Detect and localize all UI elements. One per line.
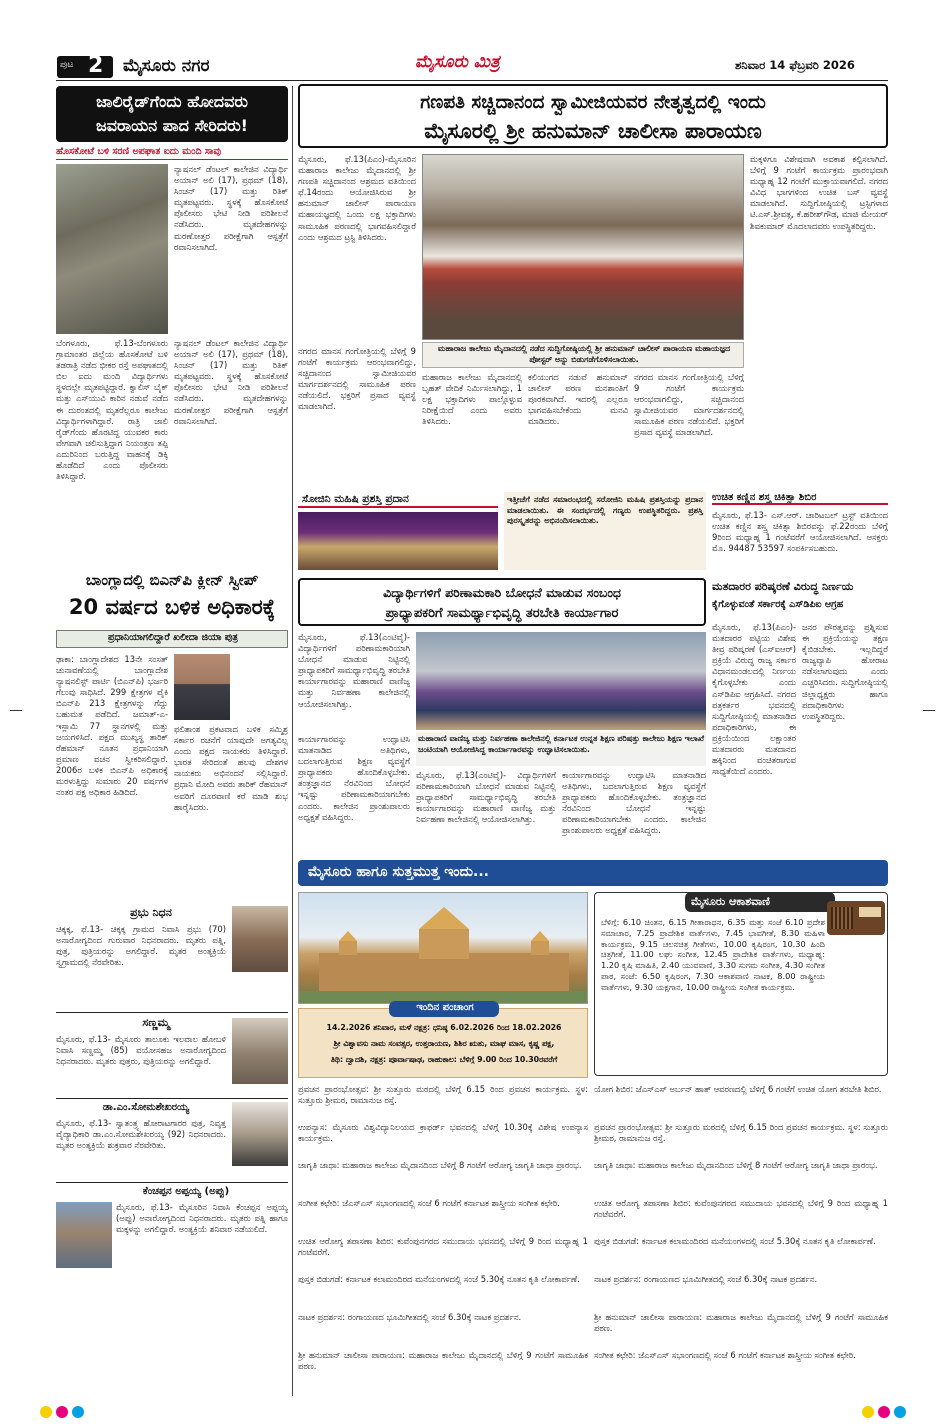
lead-photo-caption: ಮಹಾರಾಜ ಕಾಲೇಜು ಮೈದಾನದಲ್ಲಿ ನಡೆದ ಸುದ್ದಿಗೋಷ್ಠಿಯಲ್ಲಿ ಶ್ರೀ ಹನುಮಾನ್ ಚಾಲೀಸ್ ಪಾರಾಯಣ ಮಹಾಯಜ್ಞದ ಪೋಸ್ಟರ್ ಅನ್ನು ಬಿಡುಗಡೆಗೊಳಿಸಲಾಯಿತು. <box>437 344 731 364</box>
sdpi-body-b: ಜನರ ಪೌರತ್ವವನ್ನು ಪ್ರಶ್ನಿಸುವ ಈ ಪ್ರಕ್ರಿಯೆಯನ್ನು ತಕ್ಷಣ ಕೈಬಿಡಬೇಕು. ಇಲ್ಲದಿದ್ದರೆ ರಾಜ್ಯವ್ಯಾಪಿ ಹೋರಾಟ ನಡೆಸಲಾಗುವುದು ಎಂದು ಎಚ್ಚರಿಸಿದರು. ಸುದ್ದಿಗೋಷ್ಠಿಯಲ್ಲಿ ಜಿಲ್ಲಾಧ್ಯಕ್ಷರು ಹಾಗೂ ಪದಾಧಿಕಾರಿಗಳು ಉಪಸ್ಥಿತರಿದ್ದರು. <box>802 622 888 721</box>
events-list-item: ಉಚಿತ ಆರೋಗ್ಯ ತಪಾಸಣಾ ಶಿಬಿರ: ಕುವೆಂಪುನಗರದ ಸಮುದಾಯ ಭವನದಲ್ಲಿ ಬೆಳಿಗ್ಗೆ 9 ರಿಂದ ಮಧ್ಯಾಹ್ನ 1 ಗಂಟೆವರೆಗೆ. <box>298 1236 588 1258</box>
headline-line-1: ವಿದ್ಯಾರ್ಥಿಗಳಿಗೆ ಪರಿಣಾಮಕಾರಿ ಬೋಧನೆ ಮಾಡುವ ಸಂಬಂಧ <box>383 585 621 600</box>
registration-mark-icon <box>40 1406 52 1418</box>
panchanga-box <box>298 1002 588 1078</box>
headline-line-2: 20 ವರ್ಷದ ಬಳಿಕ ಅಧಿಕಾರಕ್ಕೆ <box>68 595 276 619</box>
palace-silhouette-icon <box>299 893 588 1004</box>
events-list-item: ಸಂಗೀತ ಕಛೇರಿ: ಜೆಎಸ್‌ಎಸ್ ಸಭಾಂಗಣದಲ್ಲಿ ಸಂಜೆ 6 ಗಂಟೆಗೆ ಕರ್ನಾಟಕ ಶಾಸ್ತ್ರೀಯ ಸಂಗೀತ ಕಛೇರಿ. <box>594 1350 856 1360</box>
panchanga-line-3: ತಿಥಿ: ದ್ವಾದಶಿ, ನಕ್ಷತ್ರ: ಪೂರ್ವಾಷಾಢ, ರಾಹುಕಾಲ: ಬೆಳಿಗ್ಗೆ 9.00 ರಿಂದ 10.30ರವರೆಗೆ <box>330 1055 558 1064</box>
left-story-2-subhead: ಪ್ರಧಾನಿಯಾಗಲಿದ್ದಾರೆ ಖಲೀದಾ ಜಿಯಾ ಪುತ್ರ <box>108 632 238 643</box>
accident-photo <box>56 164 168 334</box>
registration-mark-icon <box>56 1406 68 1418</box>
palace-image <box>298 892 588 1004</box>
left-story-1 <box>56 86 288 562</box>
left-story-1-headline <box>56 86 288 142</box>
events-list <box>298 1084 888 1394</box>
headline-line-1: ಮತದಾರರ ಪರಿಷ್ಕರಣೆ ವಿರುದ್ಧ ನಿರ್ಣಯ <box>712 580 854 593</box>
events-list-item: ಪ್ರವಚನ ಪ್ರಾರಂಭೋತ್ಸವ: ಶ್ರೀ ಸುತ್ತೂರು ಮಠದಲ್ಲಿ ಬೆಳಿಗ್ಗೆ 6.15 ರಿಂದ ಪ್ರವಚನ ಕಾರ್ಯಕ್ರಮ. ಸ್ಥಳ: ಸುತ್ತೂರು ಶ್ರೀಮಠ, ರಾಮಾನುಜ ರಸ್ತೆ. <box>594 1122 888 1144</box>
newspaper-logo: ಮೈಸೂರು ಮಿತ್ರ <box>415 52 500 72</box>
section-title: ಮೈಸೂರು ನಗರ <box>123 56 210 76</box>
events-list-item: ಸಂಗೀತ ಕಛೇರಿ: ಜೆಎಸ್‌ಎಸ್ ಸಭಾಂಗಣದಲ್ಲಿ ಸಂಜೆ 6 ಗಂಟೆಗೆ ಕರ್ನಾಟಕ ಶಾಸ್ತ್ರೀಯ ಸಂಗೀತ ಕಛೇರಿ. <box>298 1198 560 1208</box>
headline-line-2: ಪ್ರಾಧ್ಯಾಪಕರಿಗೆ ಸಾಮರ್ಥ್ಯಾಭಿವೃದ್ಧಿ ತರಬೇತಿ ಕಾರ್ಯಾಗಾರ <box>385 606 619 621</box>
left-story-1-body-a: ಬೆಂಗಳೂರು, ಫೆ.13-ಬೆಂಗಳೂರು ಗ್ರಾಮಾಂತರ ಜಿಲ್ಲೆಯ ಹೊಸಕೋಟೆ ಬಳಿ ತಡರಾತ್ರಿ ನಡೆದ ಭೀಕರ ರಸ್ತೆ ಅಪಘಾತದಲ್ಲಿ ಬಿಲ ಐದು ಮಂದಿ ವಿದ್ಯಾರ್ಥಿಗಳು ಸ್ಥಳದಲ್ಲೇ ಮೃತಪಟ್ಟಿದ್ದಾರೆ. ಕ್ವಾಲಿಸ್ ಬೈಕ್ ಮತ್ತು ಎಸ್‌ಯುವಿ ಕಾರಿನ ನಡುವೆ ನಡೆದ ಈ ದುರಂತದಲ್ಲಿ ಮೃತರೆಲ್ಲರೂ ಕಾಲೇಜು ವಿದ್ಯಾರ್ಥಿಗಳಾಗಿದ್ದಾರೆ. ರಾತ್ರಿ ಜಾಲಿ ರೈಡ್‌ಗೆಂದು ಹೊರಟಿದ್ದ ಯುವಕರ ಕಾರು ವೇಗವಾಗಿ ಚಲಿಸುತ್ತಿದ್ದಾಗ ನಿಯಂತ್ರಣ ತಪ್ಪಿ ಎದುರಿನಿಂದ ಬರುತ್ತಿದ್ದ ವಾಹನಕ್ಕೆ ಡಿಕ್ಕಿ ಹೊಡೆದಿದೆ ಎಂದು ಪೊಲೀಸರು ತಿಳಿಸಿದ್ದಾರೆ. <box>56 338 168 482</box>
obituary-2-photo <box>232 1018 288 1084</box>
masthead <box>0 50 945 82</box>
sdpi-story <box>712 578 888 854</box>
left-story-1-body-b: ನ್ಯಾಷನಲ್ ಡೆಂಟಲ್ ಕಾಲೇಜಿನ ವಿದ್ಯಾರ್ಥಿ ಅಯಾನ್ ಅಲಿ (17), ಪ್ರಥಮ್ (18), ಸಿಂಚನ್ (17) ಮತ್ತು ರಿತಿಕ್ ಮೃತಪಟ್ಟವರು. ಸ್ಥಳಕ್ಕೆ ಹೊಸಕೋಟೆ ಪೊಲೀಸರು ಭೇಟಿ ನೀಡಿ ಪರಿಶೀಲನೆ ನಡೆಸಿದರು. ಮೃತದೇಹಗಳನ್ನು ಮರಣೋತ್ತರ ಪರೀಕ್ಷೆಗಾಗಿ ಆಸ್ಪತ್ರೆಗೆ ರವಾನಿಸಲಾಗಿದೆ. <box>174 164 288 252</box>
events-list-item: ಪುಸ್ತಕ ಬಿಡುಗಡೆ: ಕರ್ನಾಟಕ ಕಲಾಮಂದಿರದ ಮನೆಯಂಗಳದಲ್ಲಿ ಸಂಜೆ 5.30ಕ್ಕೆ ನೂತನ ಕೃತಿ ಲೋಕಾರ್ಪಣೆ. <box>594 1236 876 1246</box>
radio-body: ಬೆಳಿಗ್ಗೆ: 6.10 ಚಿಂತನ, 6.15 ಗೀತಾರಾಧನ, 6.35 ಮತ್ತು ಸಂಜೆ 6.10 ಪ್ರದೇಶ ಸಮಾಚಾರ, 7.25 ಪ್ರಾದೇಶಿಕ ವಾರ್ತೆಗಳು, 7.45 ಭಾವಗೀತೆ, 8.30 ಮಹಿಳಾ ಕಾರ್ಯಕ್ರಮ, 9.15 ಚಲನಚಿತ್ರ ಗೀತೆಗಳು, 10.00 ಕೃಷಿರಂಗ, 10.30 ಹಿಂದಿ ಚಿತ್ರಗೀತೆ, 11.00 ಲಘು ಸಂಗೀತ, 12.45 ಪ್ರಾದೇಶಿಕ ವಾರ್ತೆಗಳು, ಮಧ್ಯಾಹ್ನ: 1.20 ಕೃಷಿ ಮಾಹಿತಿ, 2.40 ಯುವವಾಣಿ, 3.30 ಸುಗಮ ಸಂಗೀತ, 4.30 ಸಂಗೀತ ಪಾಠ, ಸಂಜೆ: 6.50 ಕೃಷಿರಂಗ, 7.30 ಆಕಾಶವಾಣಿ ನಾಟಕ, 8.00 ರಾಷ್ಟ್ರೀಯ ವಾರ್ತೆಗಳು, 9.30 ಯಕ್ಷಗಾನ, 10.00 ರಾಷ್ಟ್ರೀಯ ಸಂಗೀತ ಕಾರ್ಯಕ್ರಮ. <box>601 917 825 992</box>
events-section <box>298 860 888 1396</box>
obituary-3-name: ಡಾ.ಎಂ.ಸೋಮಶೇಖರಯ್ಯ <box>102 1102 190 1113</box>
left-story-2 <box>56 568 288 898</box>
events-list-item: ಜಾಗೃತಿ ಜಾಥಾ: ಮಹಾರಾಜ ಕಾಲೇಜು ಮೈದಾನದಿಂದ ಬೆಳಿಗ್ಗೆ 8 ಗಂಟೆಗೆ ಆರೋಗ್ಯ ಜಾಗೃತಿ ಜಾಥಾ ಪ್ರಾರಂಭ. <box>298 1160 582 1170</box>
radio-title: ಮೈಸೂರು ಆಕಾಶವಾಣಿ <box>691 895 770 908</box>
lead-body-col-2: ನಗರದ ಮಾನಸ ಗಂಗೋತ್ರಿಯಲ್ಲಿ ಬೆಳಿಗ್ಗೆ 9 ಗಂಟೆಗೆ ಕಾರ್ಯಕ್ರಮ ಆರಂಭವಾಗಲಿದ್ದು, ಸಚ್ಚಿದಾನಂದ ಸ್ವಾಮೀಜಿಯವರ ಮಾರ್ಗದರ್ಶನದಲ್ಲಿ ಸಾಮೂಹಿಕ ಪಠಣ ನಡೆಯಲಿದೆ. ಭಕ್ತರಿಗೆ ಪ್ರಸಾದ ವ್ಯವಸ್ಥೆ ಮಾಡಲಾಗಿದೆ. <box>298 346 416 412</box>
obituary-4-photo <box>56 1202 112 1268</box>
obituary-3-body: ಮೈಸೂರು, ಫೆ.13- ಸ್ವಾತಂತ್ರ್ಯ ಹೋರಾಟಗಾರರ ಪುತ್ರ, ನಿವೃತ್ತ ವೈದ್ಯಾಧಿಕಾರಿ ಡಾ.ಎಂ.ಸೋಮಶೇಖರಯ್ಯ (92) ನಿಧನರಾದರು. ಮೃತರ ಅಂತ್ಯಕ್ರಿಯೆ ಶುಕ್ರವಾರ ನೆರವೇರಿತು. <box>56 1118 226 1151</box>
obituary-4-name: ಕೆಂಚಪ್ಪನ ಅಪ್ಪಯ್ಯ (ಅಪ್ಪು) <box>142 1186 230 1197</box>
headline-line-1: ಜಾಲಿರೈಡ್‌ಗೆಂದು ಹೋದವರು <box>96 92 248 111</box>
events-list-item: ಪ್ರವಚನ ಪ್ರಾರಂಭೋತ್ಸವ: ಶ್ರೀ ಸುತ್ತೂರು ಮಠದಲ್ಲಿ ಬೆಳಿಗ್ಗೆ 6.15 ರಿಂದ ಪ್ರವಚನ ಕಾರ್ಯಕ್ರಮ. ಸ್ಥಳ: ಸುತ್ತೂರು ಶ್ರೀಮಠ, ರಾಮಾನುಜ ರಸ್ತೆ. <box>298 1084 588 1106</box>
headline-line-1: ಬಾಂಗ್ಲಾದಲ್ಲಿ ಬಿಎನ್‌ಪಿ ಕ್ಲೀನ್ ಸ್ವೀಪ್ <box>85 571 259 589</box>
panchanga-line-1: 14.2.2026 ಶನಿವಾರ, ಮಳೆ ನಕ್ಷತ್ರ: ಧನಿಷ್ಠ 6.02.2026 ರಿಂದ 18.02.2026 <box>326 1023 562 1032</box>
events-list-item: ಯೋಗ ಶಿಬಿರ: ಜೆಎಸ್‌ಎಸ್ ಅರ್ಬನ್ ಹಾತ್ ಆವರಣದಲ್ಲಿ ಬೆಳಿಗ್ಗೆ 6 ಗಂಟೆಗೆ ಉಚಿತ ಯೋಗ ತರಬೇತಿ ಶಿಬಿರ. <box>594 1084 882 1094</box>
left-story-2-body: ಢಾಕಾ: ಬಾಂಗ್ಲಾದೇಶದ 13ನೇ ಸಂಸತ್ ಚುನಾವಣೆಯಲ್ಲಿ ಬಾಂಗ್ಲಾದೇಶ ನ್ಯಾಷನಲಿಸ್ಟ್ ಪಾರ್ಟಿ (ಬಿಎನ್‌ಪಿ) ಭರ್ಜರಿ ಗೆಲುವು ಸಾಧಿಸಿದೆ. 299 ಕ್ಷೇತ್ರಗಳ ಪೈಕಿ ಬಿಎನ್‌ಪಿ 213 ಕ್ಷೇತ್ರಗಳನ್ನು ಗೆದ್ದು ಬಹುಮತ ಪಡೆದಿದೆ. ಜಮಾತ್-ಎ-ಇಸ್ಲಾಮಿ 77 ಸ್ಥಾನಗಳಲ್ಲಿ ಮತ್ತು ಜಯಗಳಿಸಿದೆ. ಪಕ್ಷದ ಮುಖ್ಯಸ್ಥ ತಾರಿಕ್ ರೆಹಮಾನ್ ನೂತನ ಪ್ರಧಾನಿಯಾಗಿ ಪ್ರಮಾಣ ವಚನ ಸ್ವೀಕರಿಸಲಿದ್ದಾರೆ. 2006ರ ಬಳಿಕ ಬಿಎನ್‌ಪಿ ಅಧಿಕಾರಕ್ಕೆ ಮರಳುತ್ತಿದ್ದು ಸುಮಾರು 20 ವರ್ಷಗಳ ನಂತರ ಪಕ್ಷ ಅಧಿಕಾರ ಹಿಡಿದಿದೆ. <box>56 654 168 798</box>
events-banner: ಮೈಸೂರು ಹಾಗೂ ಸುತ್ತಮುತ್ತ ಇಂದು... <box>308 864 489 880</box>
obituary-divider-1 <box>56 1012 288 1013</box>
workshop-body-d: ಕಾರ್ಯಾಗಾರವನ್ನು ಉದ್ಘಾಟಿಸಿ ಮಾತನಾಡಿದ ಅತಿಥಿಗಳು, ಬದಲಾಗುತ್ತಿರುವ ಶಿಕ್ಷಣ ವ್ಯವಸ್ಥೆಗೆ ಪ್ರಾಧ್ಯಾಪಕರು ಹೊಂದಿಕೊಳ್ಳಬೇಕು. ತಂತ್ರಜ್ಞಾನದ ನೆರವಿನಿಂದ ಬೋಧನೆ ಇನ್ನಷ್ಟು ಪರಿಣಾಮಕಾರಿಯಾಗಬೇಕು ಎಂದರು. ಕಾಲೇಜಿನ ಪ್ರಾಂಶುಪಾಲರು ಅಧ್ಯಕ್ಷತೆ ವಹಿಸಿದ್ದರು. <box>562 770 706 836</box>
headline-line-2: ಜವರಾಯನ ಪಾದ ಸೇರಿದರು! <box>96 116 248 135</box>
award-story <box>298 492 706 570</box>
obituary-divider-3 <box>56 1182 288 1183</box>
registration-mark-icon <box>894 1406 906 1418</box>
radio-box <box>594 892 888 1076</box>
obituary-3-photo <box>232 1102 288 1166</box>
masthead-rule <box>56 80 888 81</box>
registration-mark-icon <box>878 1406 890 1418</box>
column-divider <box>292 86 293 1396</box>
left-story-2-body-b: ಫಲಿತಾಂಶ ಪ್ರಕಟವಾದ ಬಳಿಕ ಸಮ್ಮಿಶ್ರ ಸರ್ಕಾರ ರಚನೆಗೆ ಯಾವುದೇ ಅಗತ್ಯವಿಲ್ಲ ಎಂದು ಪಕ್ಷದ ನಾಯಕರು ತಿಳಿಸಿದ್ದಾರೆ. ಭಾರತ ಸೇರಿದಂತೆ ಹಲವು ದೇಶಗಳ ನಾಯಕರು ಅಭಿನಂದನೆ ಸಲ್ಲಿಸಿದ್ದಾರೆ. ಪ್ರಧಾನಿ ಮೋದಿ ಅವರು ತಾರಿಕ್ ರೆಹಮಾನ್ ಅವರಿಗೆ ದೂರವಾಣಿ ಕರೆ ಮಾಡಿ ಶುಭ ಹಾರೈಸಿದರು. <box>174 724 288 812</box>
events-list-item: ಉಚಿತ ಆರೋಗ್ಯ ತಪಾಸಣಾ ಶಿಬಿರ: ಕುವೆಂಪುನಗರದ ಸಮುದಾಯ ಭವನದಲ್ಲಿ ಬೆಳಿಗ್ಗೆ 9 ರಿಂದ ಮಧ್ಯಾಹ್ನ 1 ಗಂಟೆವರೆಗೆ. <box>594 1198 888 1220</box>
left-story-1-subhead: ಹೊಸಕೋಟೆ ಬಳಿ ಸರಣಿ ಅಪಘಾತ ಐದು ಮಂದಿ ಸಾವು <box>56 146 288 160</box>
workshop-body-a: ಮೈಸೂರು, ಫೆ.13(ಎಂಟಿವೈ)- ವಿದ್ಯಾರ್ಥಿಗಳಿಗೆ ಪರಿಣಾಮಕಾರಿಯಾಗಿ ಬೋಧನೆ ಮಾಡುವ ನಿಟ್ಟಿನಲ್ಲಿ ಪ್ರಾಧ್ಯಾಪಕರಿಗೆ ಸಾಮರ್ಥ್ಯಾಭಿವೃದ್ಧಿ ತರಬೇತಿ ಕಾರ್ಯಾಗಾರವನ್ನು ಮಹಾರಾಣಿ ವಾಣಿಜ್ಯ ಮತ್ತು ನಿರ್ವಹಣಾ ಕಾಲೇಜಿನಲ್ಲಿ ಆಯೋಜಿಸಲಾಗಿತ್ತು. <box>298 632 410 709</box>
radio-speaker-icon <box>831 907 853 929</box>
events-list-item: ಶ್ರೀ ಹನುಮಾನ್ ಚಾಲೀಸಾ ಪಾರಾಯಣ: ಮಹಾರಾಜ ಕಾಲೇಜು ಮೈದಾನದಲ್ಲಿ ಬೆಳಿಗ್ಗೆ 9 ಗಂಟೆಗೆ ಸಾಮೂಹಿಕ ಪಠಣ. <box>298 1350 588 1372</box>
award-tag: ಸೋಜಿನಿ ಮಹಿಷಿ ಪ್ರಶಸ್ತಿ ಪ್ರದಾನ <box>302 493 409 505</box>
events-list-item: ಉಪನ್ಯಾಸ: ಮೈಸೂರು ವಿಶ್ವವಿದ್ಯಾನಿಲಯದ ಕ್ರಾಫರ್ಡ್ ಭವನದಲ್ಲಿ ಬೆಳಿಗ್ಗೆ 10.30ಕ್ಕೆ ವಿಶೇಷ ಉಪನ್ಯಾಸ ಕಾರ್ಯಕ್ರಮ. <box>298 1122 588 1144</box>
events-list-item: ನಾಟಕ ಪ್ರದರ್ಶನ: ರಂಗಾಯಣದ ಭೂಮಿಗೀತದಲ್ಲಿ ಸಂಜೆ 6.30ಕ್ಕೆ ನಾಟಕ ಪ್ರದರ್ಶನ. <box>594 1274 818 1284</box>
obituary-4-body: ಮೈಸೂರು, ಫೆ.13- ಮೈಸೂರಿನ ನಿವಾಸಿ ಕೆಂಚಪ್ಪನ ಅಪ್ಪಯ್ಯ (ಅಪ್ಪು) ಅನಾರೋಗ್ಯದಿಂದ ನಿಧನರಾದರು. ಮೃತರು ಪತ್ನಿ ಹಾಗೂ ಮಕ್ಕಳನ್ನು ಅಗಲಿದ್ದಾರೆ. ಅಂತ್ಯಕ್ರಿಯೆ ಶನಿವಾರ ನಡೆಯಲಿದೆ. <box>116 1202 288 1235</box>
lead-body-right: ಮಕ್ಕಳಿಗೂ ವಿಶೇಷವಾಗಿ ಅವಕಾಶ ಕಲ್ಪಿಸಲಾಗಿದೆ. ಬೆಳಿಗ್ಗೆ 9 ಗಂಟೆಗೆ ಕಾರ್ಯಕ್ರಮ ಪ್ರಾರಂಭವಾಗಿ ಮಧ್ಯಾಹ್ನ 12 ಗಂಟೆಗೆ ಮುಕ್ತಾಯವಾಗಲಿದೆ. ನಗರದ ವಿವಿಧ ಭಾಗಗಳಿಂದ ಉಚಿತ ಬಸ್ ವ್ಯವಸ್ಥೆ ಮಾಡಲಾಗಿದೆ. ಸುದ್ದಿಗೋಷ್ಠಿಯಲ್ಲಿ ಟ್ರಸ್ಟಿಗಳಾದ ಟಿ.ಎಸ್.ಶ್ರೀವತ್ಸ, ಕೆ.ಹರೀಶ್‌ಗೌಡ, ಮಾಜಿ ಮೇಯರ್ ಶಿವಕುಮಾರ್ ಮೊದಲಾದವರು ಉಪಸ್ಥಿತರಿದ್ದರು. <box>750 154 888 231</box>
obituary-2-name: ಸಣ್ಣಮ್ಮ <box>142 1016 170 1029</box>
workshop-caption: ಮಹಾರಾಣಿ ವಾಣಿಜ್ಯ ಮತ್ತು ನಿರ್ವಹಣಾ ಕಾಲೇಜಿನಲ್ಲಿ ಕರ್ನಾಟಕ ಉನ್ನತ ಶಿಕ್ಷಣ ಪರಿಷತ್ತು ಕಾಲೇಜು ಶಿಕ್ಷಣ ಇಲಾಖೆ ಜಂಟಿಯಾಗಿ ಆಯೋಜಿಸಿದ್ದ ಕಾರ್ಯಾಗಾರವನ್ನು ಉದ್ಘಾಟಿಸಲಾಯಿತು. <box>416 732 706 766</box>
lead-body-col-3: ಮಹಾರಾಜ ಕಾಲೇಜು ಮೈದಾನದಲ್ಲಿ ಬೃಹತ್ ವೇದಿಕೆ ನಿರ್ಮಿಸಲಾಗಿದ್ದು, 1 ಲಕ್ಷ ಭಕ್ತಾದಿಗಳು ಪಾಲ್ಗೊಳ್ಳುವ ನಿರೀಕ್ಷೆಯಿದೆ ಎಂದು ಅವರು ತಿಳಿಸಿದರು. <box>422 372 522 427</box>
events-list-item: ಶ್ರೀ ಹನುಮಾನ್ ಚಾಲೀಸಾ ಪಾರಾಯಣ: ಮಹಾರಾಜ ಕಾಲೇಜು ಮೈದಾನದಲ್ಲಿ ಬೆಳಿಗ್ಗೆ 9 ಗಂಟೆಗೆ ಸಾಮೂಹಿಕ ಪಠಣ. <box>594 1312 888 1334</box>
panchanga-line-2: ಶ್ರೀ ವಿಶ್ವಾವಸು ನಾಮ ಸಂವತ್ಸರ, ಉತ್ತರಾಯಣ, ಶಿಶಿರ ಋತು, ಮಾಘ ಮಾಸ, ಕೃಷ್ಣ ಪಕ್ಷ, <box>333 1039 555 1048</box>
lead-story <box>298 84 888 502</box>
left-story-2-headline <box>56 568 288 626</box>
radio-dial-icon <box>859 907 881 917</box>
politician-photo <box>174 654 230 720</box>
lead-headline-line-1: ಗಣಪತಿ ಸಚ್ಚಿದಾನಂದ ಸ್ವಾಮೀಜಿಯವರ ನೇತೃತ್ವದಲ್ಲಿ ಇಂದು <box>420 92 766 113</box>
lead-body-col-5: ನಗರದ ಮಾನಸ ಗಂಗೋತ್ರಿಯಲ್ಲಿ ಬೆಳಿಗ್ಗೆ 9 ಗಂಟೆಗೆ ಕಾರ್ಯಕ್ರಮ ಆರಂಭವಾಗಲಿದ್ದು, ಸಚ್ಚಿದಾನಂದ ಸ್ವಾಮೀಜಿಯವರ ಮಾರ್ಗದರ್ಶನದಲ್ಲಿ ಸಾಮೂಹಿಕ ಪಠಣ ನಡೆಯಲಿದೆ. ಭಕ್ತರಿಗೆ ಪ್ರಸಾದ ವ್ಯವಸ್ಥೆ ಮಾಡಲಾಗಿದೆ. <box>634 372 744 438</box>
crop-mark-icon <box>923 710 935 711</box>
panchanga-title: ಇಂದಿನ ಪಂಚಾಂಗ <box>416 1002 474 1013</box>
workshop-story <box>298 578 706 854</box>
workshop-headline <box>298 578 706 626</box>
events-list-item: ಪುಸ್ತಕ ಬಿಡುಗಡೆ: ಕರ್ನಾಟಕ ಕಲಾಮಂದಿರದ ಮನೆಯಂಗಳದಲ್ಲಿ ಸಂಜೆ 5.30ಕ್ಕೆ ನೂತನ ಕೃತಿ ಲೋಕಾರ್ಪಣೆ. <box>298 1274 580 1284</box>
page-label: ಪುಟ <box>60 60 74 70</box>
obituaries <box>56 906 288 1396</box>
lead-body-col-4: ಕಲಿಯುಗದ ನಡುವೆ ಹನುಮಾನ್ ಚಾಲೀಸ್ ಪಠಣ ಮನಶಾಂತಿಗೆ ಪೂರಕವಾಗಿದೆ. ಇದರಲ್ಲಿ ಎಲ್ಲರೂ ಭಾಗವಹಿಸಬೇಕೆಂದು ಮನವಿ ಮಾಡಿದರು. <box>528 372 628 427</box>
obituary-1-heading: ಪ್ರಭು ನಿಧನ <box>130 906 172 919</box>
radio-icon <box>827 901 885 935</box>
issue-date: ಶನಿವಾರ 14 ಫೆಬ್ರವರಿ 2026 <box>735 58 855 72</box>
workshop-photo <box>416 632 706 730</box>
registration-mark-icon <box>862 1406 874 1418</box>
award-caption: ಇತ್ತೀಚೆಗೆ ನಡೆದ ಸಮಾರಂಭದಲ್ಲಿ ಸರೋಜಿನಿ ಮಹಿಷಿ ಪ್ರಶಸ್ತಿಯನ್ನು ಪ್ರದಾನ ಮಾಡಲಾಯಿತು. ಈ ಸಂದರ್ಭದಲ್ಲಿ ಗಣ್ಯರು ಉಪಸ್ಥಿತರಿದ್ದರು. ಪ್ರಶಸ್ತಿ ಪುರಸ್ಕೃತರನ್ನು ಅಭಿನಂದಿಸಲಾಯಿತು. <box>504 492 706 570</box>
lead-photo <box>422 154 744 340</box>
obituary-2-body: ಮೈಸೂರು, ಫೆ.13- ಮೈಸೂರು ತಾಲೂಕು ಇಲವಾಲ ಹೋಬಳಿ ನಿವಾಸಿ ಸಣ್ಣಮ್ಮ (85) ವಯೋಸಹಜ ಅನಾರೋಗ್ಯದಿಂದ ನಿಧನರಾದರು. ಮೃತರು ಪುತ್ರರು, ಪುತ್ರಿಯರನ್ನು ಅಗಲಿದ್ದಾರೆ. <box>56 1034 226 1067</box>
workshop-body-c: ಮೈಸೂರು, ಫೆ.13(ಎಂಟಿವೈ)- ವಿದ್ಯಾರ್ಥಿಗಳಿಗೆ ಪರಿಣಾಮಕಾರಿಯಾಗಿ ಬೋಧನೆ ಮಾಡುವ ನಿಟ್ಟಿನಲ್ಲಿ ಪ್ರಾಧ್ಯಾಪಕರಿಗೆ ಸಾಮರ್ಥ್ಯಾಭಿವೃದ್ಧಿ ತರಬೇತಿ ಕಾರ್ಯಾಗಾರವನ್ನು ಮಹಾರಾಣಿ ವಾಣಿಜ್ಯ ಮತ್ತು ನಿರ್ವಹಣಾ ಕಾಲೇಜಿನಲ್ಲಿ ಆಯೋಜಿಸಲಾಗಿತ್ತು. <box>416 770 556 825</box>
lead-body-col-1: ಮೈಸೂರು, ಫೆ.13(ಪಿಎಂ)-ಮೈಸೂರಿನ ಮಹಾರಾಜ ಕಾಲೇಜು ಮೈದಾನದಲ್ಲಿ ಶ್ರೀ ಗಣಪತಿ ಸಚ್ಚಿದಾನಂದ ಆಶ್ರಮದ ವತಿಯಿಂದ ಫೆ.14ರಂದು ಆಯೋಜಿಸಿರುವ ಶ್ರೀ ಹನುಮಾನ್ ಚಾಲೀಸ್ ಪಾರಾಯಣ ಮಹಾಯಜ್ಞದಲ್ಲಿ ಒಂದು ಲಕ್ಷ ಭಕ್ತಾದಿಗಳು ಸಾಮೂಹಿಕ ಪಠಣದಲ್ಲಿ ಭಾಗವಹಿಸಲಿದ್ದಾರೆ ಎಂದು ಆಶ್ರಮದ ಟ್ರಸ್ಟಿ ತಿಳಿಸಿದರು. <box>298 154 416 242</box>
left-story-1-body-c: ನ್ಯಾಷನಲ್ ಡೆಂಟಲ್ ಕಾಲೇಜಿನ ವಿದ್ಯಾರ್ಥಿ ಅಯಾನ್ ಅಲಿ (17), ಪ್ರಥಮ್ (18), ಸಿಂಚನ್ (17) ಮತ್ತು ರಿತಿಕ್ ಮೃತಪಟ್ಟವರು. ಸ್ಥಳಕ್ಕೆ ಹೊಸಕೋಟೆ ಪೊಲೀಸರು ಭೇಟಿ ನೀಡಿ ಪರಿಶೀಲನೆ ನಡೆಸಿದರು. ಮೃತದೇಹಗಳನ್ನು ಮರಣೋತ್ತರ ಪರೀಕ್ಷೆಗಾಗಿ ಆಸ್ಪತ್ರೆಗೆ ರವಾನಿಸಲಾಗಿದೆ. <box>174 338 288 426</box>
obituary-1-photo <box>232 906 288 972</box>
sdpi-body-a: ಮೈಸೂರು, ಫೆ.13(ಪಿಎಂ)- ಮತದಾರರ ಪಟ್ಟಿಯ ವಿಶೇಷ ತೀವ್ರ ಪರಿಷ್ಕರಣೆ (ಎಸ್‌ಐಆರ್) ಪ್ರಕ್ರಿಯೆ ವಿರುದ್ಧ ರಾಜ್ಯ ಸರ್ಕಾರ ವಿಧಾನಮಂಡಲದಲ್ಲಿ ನಿರ್ಣಯ ಕೈಗೊಳ್ಳಬೇಕು ಎಂದು ಎಸ್‌ಡಿಪಿಐ ಆಗ್ರಹಿಸಿದೆ. ನಗರದ ಪತ್ರಕರ್ತರ ಭವನದಲ್ಲಿ ಸುದ್ದಿಗೋಷ್ಠಿಯಲ್ಲಿ ಮಾತನಾಡಿದ ಪದಾಧಿಕಾರಿಗಳು, ಈ ಪ್ರಕ್ರಿಯೆಯಿಂದ ಲಕ್ಷಾಂತರ ಮತದಾರರು ಮತದಾನದ ಹಕ್ಕಿನಿಂದ ವಂಚಿತರಾಗುವ ಸಾಧ್ಯತೆಯಿದೆ ಎಂದರು. <box>712 622 796 777</box>
eye-camp-tag: ಉಚಿತ ಕಣ್ಣಿನ ಶಸ್ತ್ರ ಚಿಕಿತ್ಸಾ ಶಿಬಿರ <box>712 492 888 505</box>
lead-headline <box>298 84 888 148</box>
award-photo <box>298 512 498 570</box>
sdpi-headline <box>712 578 888 618</box>
events-list-item: ಜಾಗೃತಿ ಜಾಥಾ: ಮಹಾರಾಜ ಕಾಲೇಜು ಮೈದಾನದಿಂದ ಬೆಳಿಗ್ಗೆ 8 ಗಂಟೆಗೆ ಆರೋಗ್ಯ ಜಾಗೃತಿ ಜಾಥಾ ಪ್ರಾರಂಭ. <box>594 1160 878 1170</box>
registration-mark-icon <box>72 1406 84 1418</box>
lead-headline-line-2: ಮೈಸೂರಲ್ಲಿ ಶ್ರೀ ಹನುಮಾನ್ ಚಾಲೀಸಾ ಪಾರಾಯಣ <box>424 119 762 143</box>
events-list-item: ನಾಟಕ ಪ್ರದರ್ಶನ: ರಂಗಾಯಣದ ಭೂಮಿಗೀತದಲ್ಲಿ ಸಂಜೆ 6.30ಕ್ಕೆ ನಾಟಕ ಪ್ರದರ್ಶನ. <box>298 1312 522 1322</box>
headline-line-2: ಕೈಗೊಳ್ಳುವಂತೆ ಸರ್ಕಾರಕ್ಕೆ ಎಸ್‌ಡಿಪಿಐ ಆಗ್ರಹ <box>712 599 844 610</box>
page-number: 2 <box>88 53 104 78</box>
crop-mark-icon <box>10 710 22 711</box>
eye-camp <box>712 492 888 570</box>
obituary-1-body: ಚಿಕ್ಕಕ್ಕ, ಫೆ.13- ಚಿಕ್ಕಕ್ಕ ಗ್ರಾಮದ ನಿವಾಸಿ ಪ್ರಭು (70) ಅನಾರೋಗ್ಯದಿಂದ ಗುರುವಾರ ನಿಧನರಾದರು. ಮೃತರು ಪತ್ನಿ, ಪುತ್ರ, ಪುತ್ರಿಯರನ್ನು ಅಗಲಿದ್ದಾರೆ. ಮೃತರ ಅಂತ್ಯಕ್ರಿಯೆ ಸ್ವಗ್ರಾಮದಲ್ಲಿ ನೆರವೇರಿತು. <box>56 924 226 968</box>
eye-camp-body: ಮೈಸೂರು, ಫೆ.13- ಎಸ್.ಆರ್. ಚಾರಿಟಬಲ್ ಟ್ರಸ್ಟ್ ವತಿಯಿಂದ ಉಚಿತ ಕಣ್ಣಿನ ಶಸ್ತ್ರ ಚಿಕಿತ್ಸಾ ಶಿಬಿರವನ್ನು ಫೆ.22ರಂದು ಬೆಳಿಗ್ಗೆ 9ರಿಂದ ಮಧ್ಯಾಹ್ನ 1 ಗಂಟೆವರೆಗೆ ಆಯೋಜಿಸಲಾಗಿದೆ. ಆಸಕ್ತರು ಮೊ. 94487 53597 ಸಂಪರ್ಕಿಸಬಹುದು. <box>712 510 888 554</box>
obituary-divider-2 <box>56 1098 288 1099</box>
workshop-body-b: ಕಾರ್ಯಾಗಾರವನ್ನು ಉದ್ಘಾಟಿಸಿ ಮಾತನಾಡಿದ ಅತಿಥಿಗಳು, ಬದಲಾಗುತ್ತಿರುವ ಶಿಕ್ಷಣ ವ್ಯವಸ್ಥೆಗೆ ಪ್ರಾಧ್ಯಾಪಕರು ಹೊಂದಿಕೊಳ್ಳಬೇಕು. ತಂತ್ರಜ್ಞಾನದ ನೆರವಿನಿಂದ ಬೋಧನೆ ಇನ್ನಷ್ಟು ಪರಿಣಾಮಕಾರಿಯಾಗಬೇಕು ಎಂದರು. ಕಾಲೇಜಿನ ಪ್ರಾಂಶುಪಾಲರು ಅಧ್ಯಕ್ಷತೆ ವಹಿಸಿದ್ದರು. <box>298 734 410 822</box>
